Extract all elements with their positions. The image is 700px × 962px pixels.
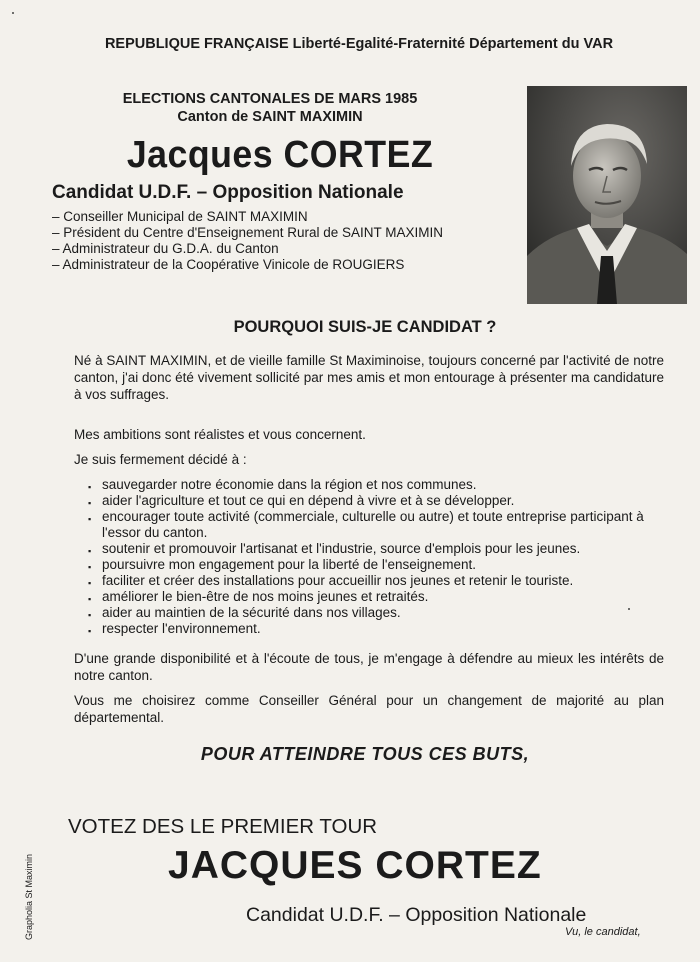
goal-item: ▪ faciliter et créer des installations pour accueillir nos jeunes et retenir le touriste. <box>88 573 660 589</box>
goal-item: ▪ sauvegarder notre économie dans la région et nos communes. <box>88 477 660 493</box>
paper-speck <box>12 12 14 14</box>
candidate-name: Jacques CORTEZ <box>126 134 434 176</box>
goal-item: ▪ améliorer le bien-être de nos moins jeunes et retraités. <box>88 589 660 605</box>
portrait-illustration <box>527 86 687 304</box>
candidate-title-item: – Administrateur du G.D.A. du Canton <box>52 241 443 257</box>
canton-name: Canton de SAINT MAXIMIN <box>177 109 363 125</box>
goal-item: ▪ soutenir et promouvoir l'artisanat et l'industrie, source d'emplois pour les jeunes. <box>88 541 660 557</box>
candidate-titles-list <box>52 209 443 273</box>
ambitions-paragraph: Mes ambitions sont réalistes et vous concernent. <box>74 427 366 442</box>
goals-list <box>88 477 660 637</box>
footer-party: Candidat U.D.F. – Opposition Nationale <box>246 904 587 926</box>
signature-note: Vu, le candidat, <box>565 926 641 938</box>
goal-item: ▪ poursuivre mon engagement pour la liberté de l'enseignement. <box>88 557 660 573</box>
goal-item: ▪ aider l'agriculture et tout ce qui en dépend à vivre et à se développer. <box>88 493 660 509</box>
candidate-title-item: – Conseiller Municipal de SAINT MAXIMIN <box>52 209 443 225</box>
intro-paragraph: Né à SAINT MAXIMIN, et de vieille famille St Maximinoise, toujours concerné par l'activité de notre canton, j'ai donc été vivement sollicité par mes amis et mon entourage à présenter ma candidature à vos suffrages. <box>74 353 664 402</box>
footer-candidate-name: JACQUES CORTEZ <box>168 844 542 887</box>
slogan: POUR ATTEINDRE TOUS CES BUTS, <box>200 744 530 764</box>
election-heading <box>60 90 480 126</box>
goal-item: ▪ aider au maintien de la sécurité dans nos villages. <box>88 605 660 621</box>
candidate-party: Candidat U.D.F. – Opposition Nationale <box>52 182 404 203</box>
goal-item: ▪ respecter l'environnement. <box>88 621 660 637</box>
election-title: ELECTIONS CANTONALES DE MARS 1985 <box>122 91 418 107</box>
candidate-title-item: – Président du Centre d'Enseignement Rural de SAINT MAXIMIN <box>52 225 443 241</box>
availability-paragraph: D'une grande disponibilité et à l'écoute de tous, je m'engage à défendre au mieux les intérêts de notre canton. <box>74 651 664 683</box>
commitment-intro: Je suis fermement décidé à : <box>74 452 247 467</box>
vote-call: VOTEZ DES LE PREMIER TOUR <box>68 815 378 838</box>
candidate-photo <box>527 86 687 304</box>
header-banner: REPUBLIQUE FRANÇAISE Liberté-Egalité-Fraternité Département du VAR <box>104 36 614 52</box>
change-paragraph: Vous me choisirez comme Conseiller Général pour un changement de majorité au plan départemental. <box>74 693 664 725</box>
goal-item: ▪ encourager toute activité (commerciale, culturelle ou autre) et toute entreprise participant à l'essor du canton. <box>88 509 660 541</box>
candidate-title-item: – Administrateur de la Coopérative Vinicole de ROUGIERS <box>52 257 443 273</box>
section-question: POURQUOI SUIS-JE CANDIDAT ? <box>233 318 497 336</box>
printer-credit: Grapholia St Maximin <box>24 853 34 940</box>
